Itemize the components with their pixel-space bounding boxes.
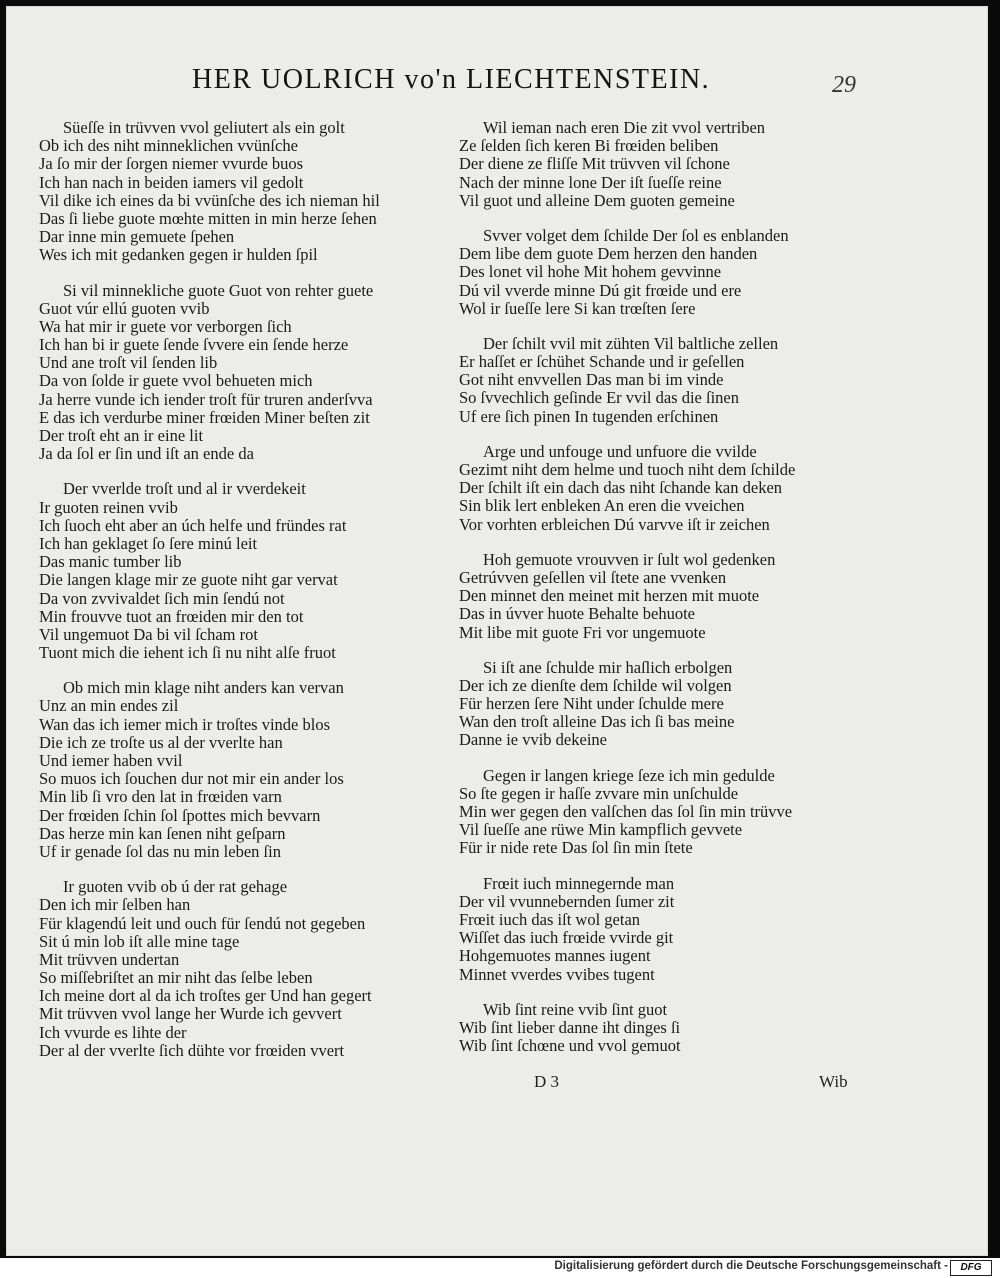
verse-line: Ich han geklaget ſo ſere minú leit [39,533,258,553]
verse-line: Der vverlde troſt und al ir vverdekeit [63,479,306,499]
verse-line: Für ir nide rete Das ſol ſin min ſtete [459,838,693,858]
verse-line: Si vil minnekliche guote Guot von rehter guete [63,280,374,300]
verse-line: Tuont mich die iehent ich ſi nu niht alſe fruot [39,643,336,663]
verse-line: Ir guoten reinen vvib [39,497,178,517]
verse-line: So ſte gegen ir haſſe zvvare min unſchulde [459,783,739,803]
stanza [459,875,879,984]
verse-line: So miſſebriſtet an mir niht das ſelbe leben [39,968,313,988]
verse-line: Der ich ze dienſte dem ſchilde wil volgen [459,675,732,695]
footer-bar [0,1258,1000,1278]
verse-line: Süeſſe in trüvven vvol geliutert als ein golt [63,118,345,137]
verse-line: Getrúvven geſellen vil ſtete ane vvenken [459,567,727,587]
verse-line: Der al der vverlte ſich dühte vor frœiden vvert [39,1040,345,1060]
verse-line: Mit trüvven vvol lange her Wurde ich gevvert [39,1004,342,1024]
verse-line: Vil dike ich eines da bi vvünſche des ich nieman hil [39,190,380,210]
verse-line: Svver volget dem ſchilde Der ſol es enblanden [483,225,789,245]
verse-line: Das in úvver huote Behalte behuote [459,604,695,624]
verse-line: Ob ich des niht minneklichen vvünſche [39,136,298,156]
verse-line: Min frouvve tuot an frœiden mir den tot [39,606,304,626]
verse-line: Der troſt eht an ir eine lit [39,426,204,445]
verse-line: Si iſt ane ſchulde mir haſlich erbolgen [483,657,733,677]
verse-line: Der ſchilt iſt ein dach das niht ſchande kan deken [459,478,783,498]
verse-line: Und iemer haben vvil [39,751,183,770]
verse-line: Und ane troſt vil ſenden lib [39,353,218,373]
verse-line: Wan das ich iemer mich ir troſtes vinde blos [39,714,331,734]
verse-line: Das manic tumber lib [39,552,182,572]
verse-line: Für herzen ſere Niht under ſchulde mere [459,694,724,714]
verse-line: Des lonet vil hohe Mit hohem gevvinne [459,262,722,282]
verse-line: Die ich ze troſte us al der vverlte han [39,732,283,752]
stanza [39,679,459,861]
verse-line: Wil ieman nach eren Die zit vvol vertriben [483,118,766,137]
signature-mark: D 3 [534,1072,560,1091]
stanza [459,1001,879,1056]
verse-line: Wes ich mit gedanken gegen ir hulden ſpil [39,245,318,265]
book-page [6,6,988,1256]
verse-line: Ich vvurde es lihte der [39,1022,187,1042]
verse-line: Dem libe dem guote Dem herzen den handen [459,244,758,264]
verse-line: Ich han nach in beiden iamers vil gedolt [39,172,304,192]
verse-line: Das ſi liebe guote mœhte mitten in min herze ſehen [39,208,377,228]
verse-line: Mit trüvven undertan [39,949,180,969]
verse-line: Der ſchilt vvil mit zühten Vil baltliche zellen [483,333,779,353]
verse-line: Für klagendú leit und ouch für ſendú not gegeben [39,913,366,933]
verse-line: Vor vorhten erbleichen Dú varvve iſt ir zeichen [459,514,770,534]
verse-line: Sit ú min lob iſt alle mine tage [39,931,240,951]
verse-line: Guot vúr ellú guoten vvib [39,298,210,318]
verse-line: So ſvvechlich geſinde Er vvil das die ſinen [459,388,739,408]
verse-line: Hoh gemuote vrouvven ir ſult wol gedenken [483,549,776,569]
verse-line: E das ich verdurbe miner frœiden Miner beſten zit [39,407,370,427]
verse-line: Min lib ſi vro den lat in frœiden varn [39,787,282,807]
verse-line: Den ich mir ſelben han [39,895,191,915]
verse-line: Das herze min kan ſenen niht geſparn [39,823,286,843]
verse-line: Uf ere ſich pinen In tugenden erſchinen [459,406,719,426]
dfg-logo: DFG [950,1260,992,1276]
verse-line: Wiſſet das iuch frœide vvirde git [459,928,674,948]
stanza [39,282,459,464]
verse-line: Danne ie vvib dekeine [459,730,607,750]
verse-line: Arge und unfouge und unfuore die vvilde [483,441,757,461]
verse-line: Ja da ſol er ſin und iſt an ende da [39,444,254,464]
verse-line: Ich han bi ir guete ſende ſvvere ein ſende herze [39,335,349,355]
catchword: Wib [819,1072,848,1091]
stanza [39,119,459,265]
running-head [6,64,988,104]
page-title: HER UOLRICH vo'n LIECHTENSTEIN. [192,64,711,95]
verse-line: Ja ſo mir der ſorgen niemer vvurde buos [39,154,304,174]
right-column [459,119,879,1072]
stanza [459,335,879,426]
verse-line: Sin blik lert enbleken An eren die vveichen [459,496,745,516]
stanza [459,227,879,318]
verse-line: Dar inne min gemuete ſpehen [39,227,235,247]
page-number: 29 [832,72,856,98]
verse-line: Wib ſint reine vvib ſint guot [483,999,668,1019]
verse-line: Frœit iuch das iſt wol getan [459,909,641,929]
stanza [459,443,879,534]
verse-line: Ich meine dort al da ich troſtes ger Und han gegert [39,986,372,1006]
verse-line: Vil ſueſſe ane rüwe Min kampflich gevvete [459,820,743,840]
verse-line: Ich ſuoch eht aber an úch helfe und fründes rat [39,515,347,535]
verse-line: Ze ſelden ſich keren Bi frœiden beliben [459,136,719,156]
verse-line: Min wer gegen den valſchen das ſol ſin min trüvve [459,802,793,821]
verse-line: Frœit iuch minnegernde man [483,873,675,893]
verse-line: Uf ir genade ſol das nu min leben ſin [39,841,281,861]
stanza [459,767,879,858]
verse-line: Er haſſet er ſchühet Schande und ir geſellen [459,352,745,372]
verse-line: Unz an min endes zil [39,696,179,716]
verse-line: Wan den troſt alleine Das ich ſi bas meine [459,712,735,732]
verse-line: Da von ſolde ir guete vvol behueten mich [39,371,313,391]
verse-line: Wib ſint ſchœne und vvol gemuot [459,1036,681,1056]
stanza [459,551,879,642]
verse-line: Den minnet den meinet mit herzen mit muote [459,586,760,606]
verse-line: Minnet vverdes vvibes tugent [459,964,655,984]
verse-line: Gegen ir langen kriege ſeze ich min gedulde [483,765,775,785]
verse-line: Wib ſint lieber danne iht dinges ſi [459,1017,681,1037]
verse-line: Der diene ze fliſſe Mit trüvven vil ſchone [459,154,730,174]
verse-line: Ja herre vunde ich iender troſt für truren anderſvva [39,389,373,409]
verse-line: Nach der minne lone Der iſt ſueſſe reine [459,172,722,192]
stanza [39,480,459,662]
left-column [39,119,459,1077]
stanza [459,119,879,210]
verse-line: Ir guoten vvib ob ú der rat gehage [63,877,288,897]
verse-line: Wol ir ſueſſe lere Si kan trœſten ſere [459,298,696,318]
verse-line: Da von zvvivaldet ſich min ſendú not [39,588,285,608]
verse-line: So muos ich ſouchen dur not mir ein ander los [39,769,344,789]
verse-line: Ob mich min klage niht anders kan vervan [63,678,344,698]
verse-line: Hohgemuotes mannes iugent [459,946,651,966]
verse-line: Mit libe mit guote Fri vor ungemuote [459,622,706,642]
verse-line: Vil guot und alleine Dem guoten gemeine [459,190,735,210]
verse-line: Der frœiden ſchin ſol ſpottes mich bevvarn [39,805,321,825]
stanza [459,659,879,750]
verse-line: Got niht envvellen Das man bi im vinde [459,370,724,390]
verse-line: Dú vil vverde minne Dú git frœide und ere [459,280,742,300]
verse-line: Vil ungemuot Da bi vil ſcham rot [39,624,258,644]
stanza [39,878,459,1060]
verse-line: Wa hat mir ir guete vor verborgen ſich [39,316,292,336]
verse-line: Gezimt niht dem helme und tuoch niht dem ſchilde [459,460,796,479]
funding-note: Digitalisierung gefördert durch die Deutsche Forschungsgemeinschaft - [554,1260,948,1272]
verse-line: Die langen klage mir ze guote niht gar vervat [39,570,338,590]
verse-line: Der vil vvunnebernden ſumer zit [459,891,675,911]
